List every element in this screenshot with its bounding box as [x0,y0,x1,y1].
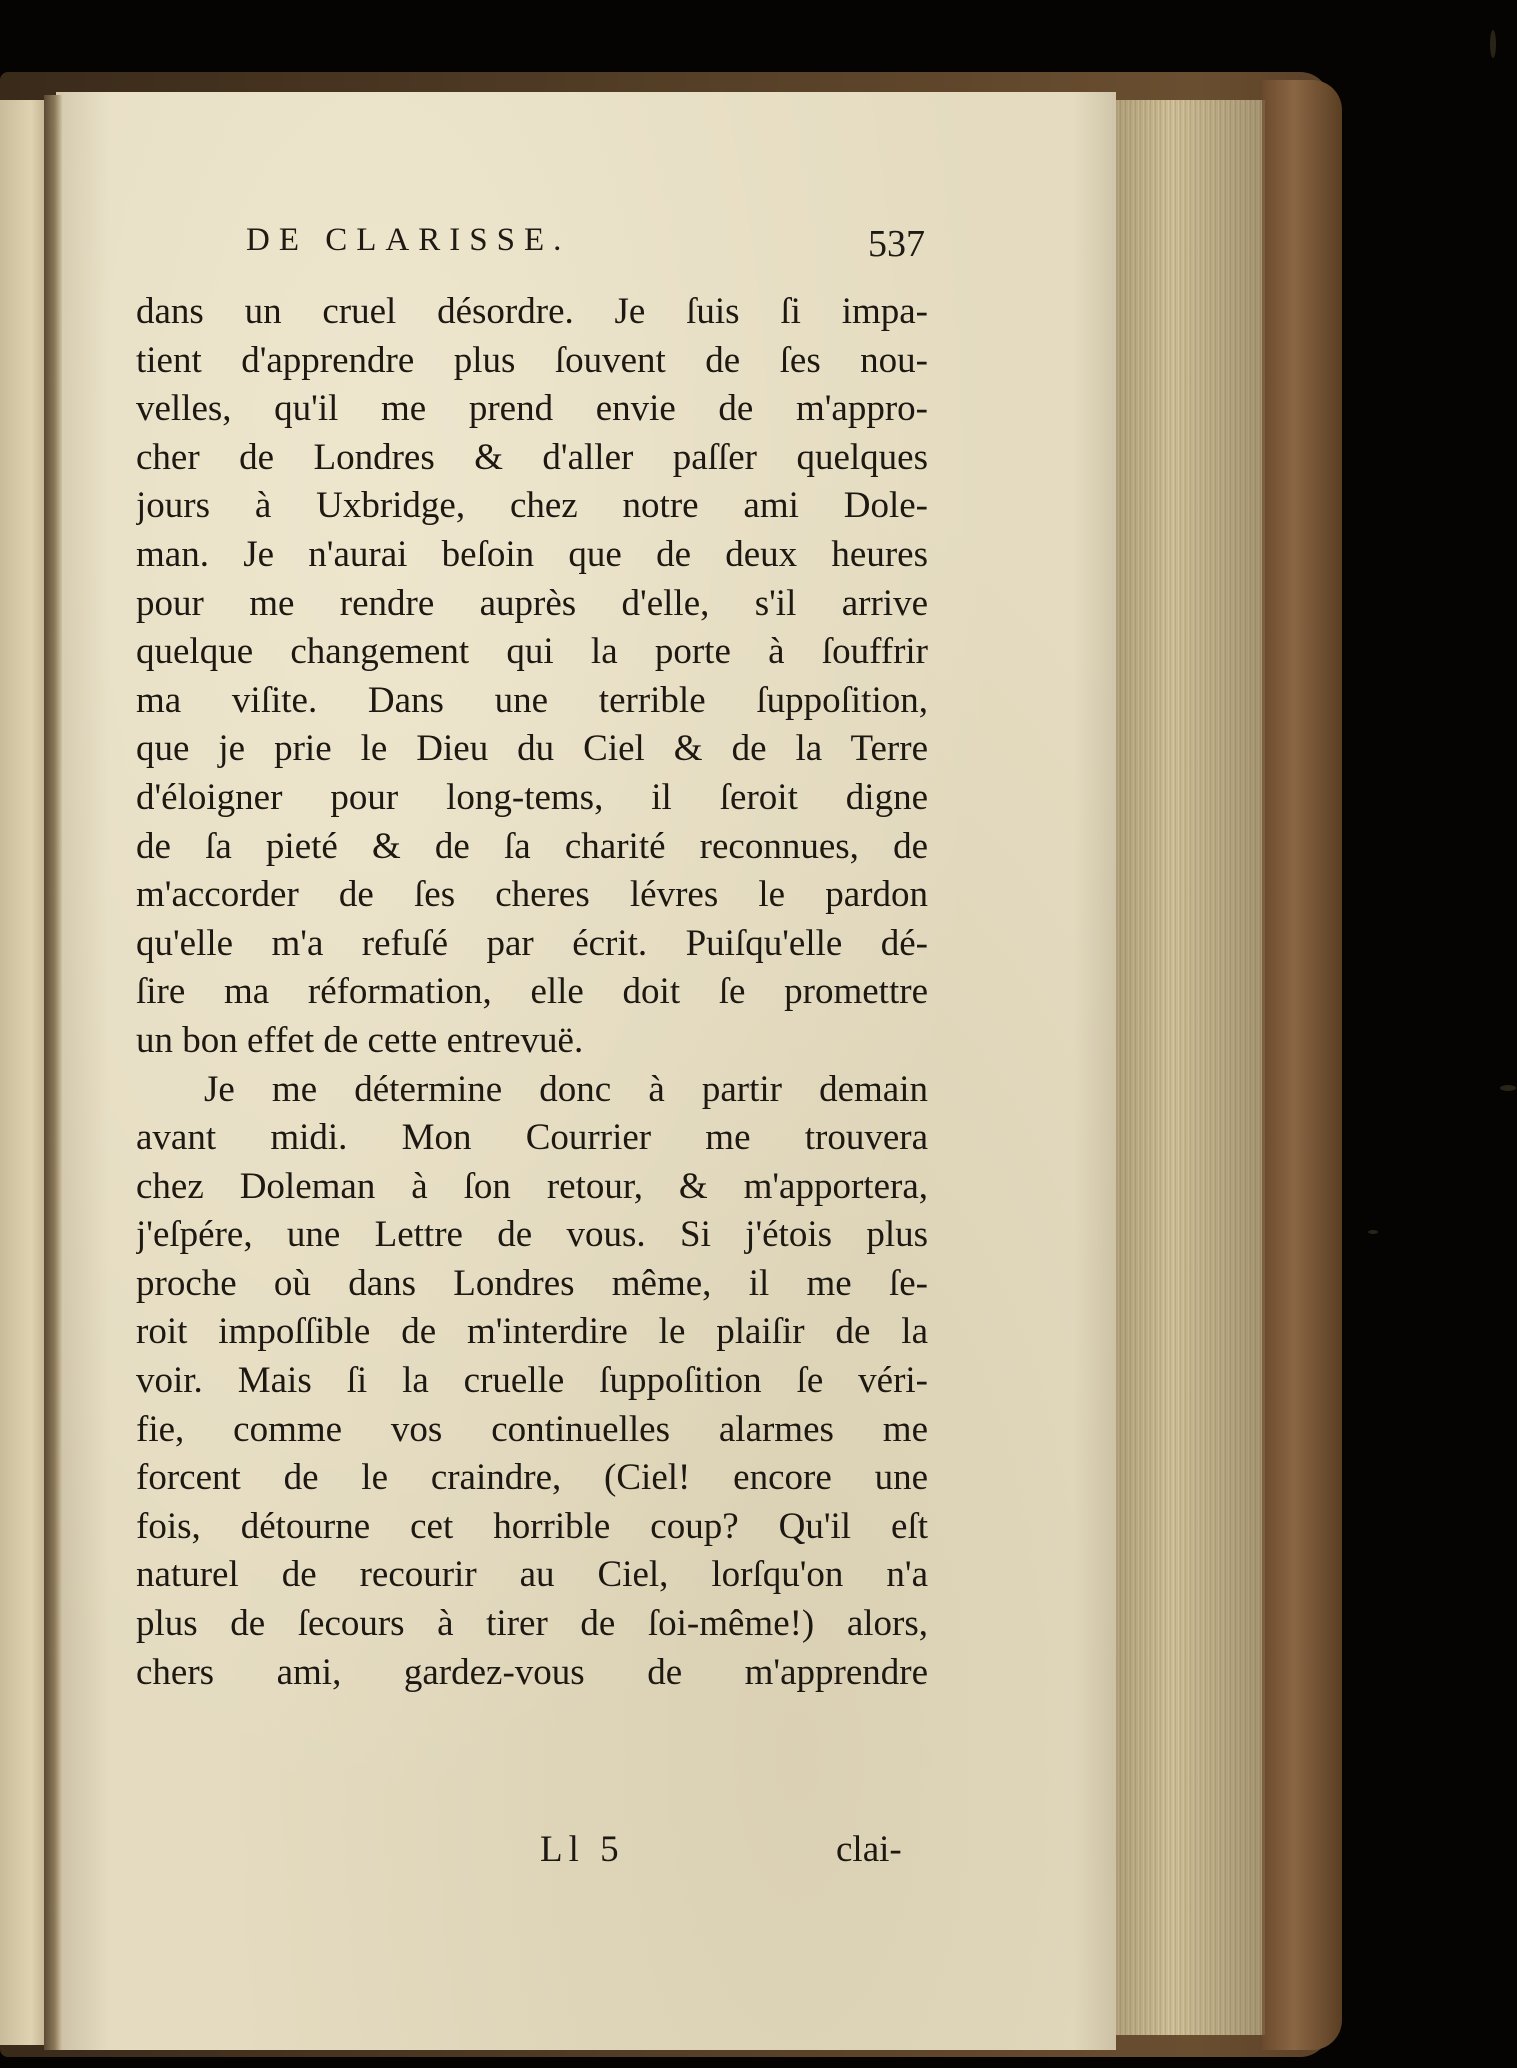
text-line: quelque changement qui la porte à ſouffrir [136,631,928,673]
text-line: de ſa pieté & de ſa charité reconnues, de [136,825,928,867]
page-gutter [44,95,62,2050]
text-line: j'eſpére, une Lettre de vous. Si j'étois plus [136,1214,928,1256]
text-line: proche où dans Londres même, il me ſe- [136,1262,928,1304]
text-line: avant midi. Mon Courrier me trouvera [136,1117,928,1159]
text-line: un bon effet de cette entrevuë. [136,1019,584,1061]
text-line: chez Doleman à ſon retour, & m'apportera, [136,1165,928,1207]
catchword: clai- [836,1829,902,1870]
text-line: ſire ma réformation, elle doit ſe promettre [136,971,928,1013]
text-line: man. Je n'aurai beſoin que de deux heures [136,533,928,575]
text-line: que je prie le Dieu du Ciel & de la Terre [136,728,928,770]
text-line: roit impoſſible de m'interdire le plaiſir de la [136,1311,928,1353]
text-line: forcent de le craindre, (Ciel! encore une [136,1457,928,1499]
text-line: qu'elle m'a refuſé par écrit. Puiſqu'elle dé- [136,922,928,964]
text-line: fois, détourne cet horrible coup? Qu'il eſt [136,1505,928,1547]
paragraph-first-line: Je me détermine donc à partir demain [204,1068,928,1110]
text-line: pour me rendre auprès d'elle, s'il arrive [136,582,928,624]
edge-mark [1368,1230,1378,1234]
text-line: chers ami, gardez-vous de m'apprendre [136,1651,928,1693]
fore-edge-shadow [1112,100,1262,2035]
signature-mark: Ll 5 [540,1829,625,1870]
body-text [136,288,928,1697]
edge-mark [1490,30,1496,58]
text-line: velles, qu'il me prend envie de m'appro- [136,388,928,430]
text-line: naturel de recourir au Ciel, lorſqu'on n'a [136,1554,928,1596]
text-line: cher de Londres & d'aller paſſer quelques [136,436,928,478]
page-number: 537 [868,223,925,265]
edge-mark [1500,1085,1516,1091]
text-line: tient d'apprendre plus ſouvent de ſes nou- [136,339,928,381]
text-line: fie, comme vos continuelles alarmes me [136,1408,928,1450]
text-line: plus de ſecours à tirer de ſoi-même!) alors, [136,1603,928,1645]
book-binding [1262,80,1342,2050]
text-line: ma viſite. Dans une terrible ſuppoſition, [136,679,928,721]
text-line: d'éloigner pour long-tems, il ſeroit digne [136,776,928,818]
text-line: dans un cruel désordre. Je ſuis ſi impa- [136,291,928,332]
running-head: DE CLARISSE. [246,222,571,258]
text-line: jours à Uxbridge, chez notre ami Dole- [136,485,928,527]
text-line: voir. Mais ſi la cruelle ſuppoſition ſe véri- [136,1360,928,1402]
text-line: m'accorder de ſes cheres lévres le pardon [136,874,928,916]
